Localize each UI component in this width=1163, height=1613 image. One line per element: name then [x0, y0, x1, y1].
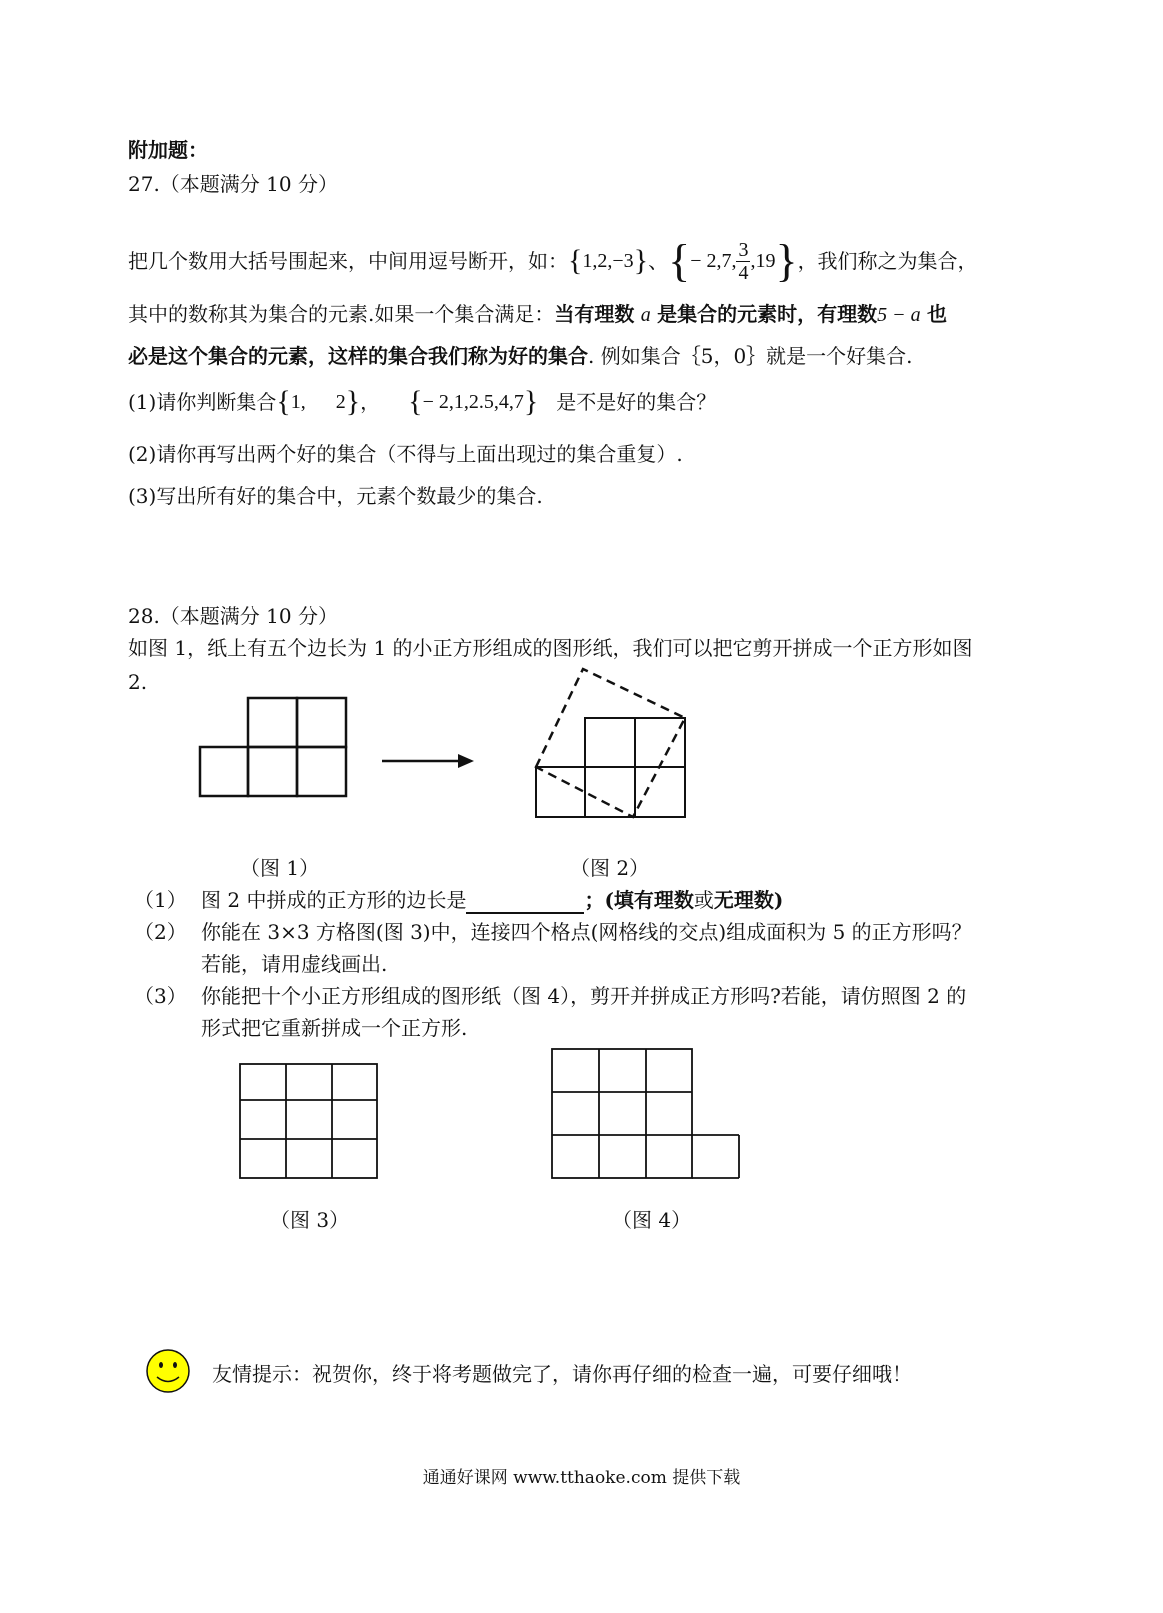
var-a: a	[640, 304, 651, 326]
q27-line2-bold-c: 也	[926, 302, 947, 326]
item2-number: （2）	[134, 920, 187, 944]
q27-part3: (3)写出所有好的集合中，元素个数最少的集合.	[128, 484, 543, 508]
p1-set-b-elements: − 2,1,2.5,4,7	[422, 391, 524, 413]
q28-title: 28.（本题满分 10 分）	[128, 604, 338, 628]
q27-line2-bold-b: 是集合的元素时，有理数	[657, 302, 878, 326]
item1-or: 或	[693, 888, 714, 912]
q27-line2-bold-a: 当有理数	[554, 302, 635, 326]
q27-line3-bold: 必是这个集合的元素，这样的集合我们称为好的集合	[128, 344, 588, 368]
section-header: 附加题：	[128, 138, 208, 162]
fig3-caption: （图 3）	[270, 1208, 350, 1232]
set2-open-brace: {	[668, 235, 691, 286]
set2-head: − 2,7,	[690, 250, 737, 272]
q27-line1-prefix: 把几个数用大括号围起来，中间用逗号断开，如：	[128, 249, 568, 273]
page-footer: 通通好课网 www.tthaoke.com 提供下载	[422, 1468, 741, 1488]
q27-line3-plain: . 例如集合｛5，0｝就是一个好集合.	[588, 344, 913, 368]
item1-close: )	[773, 888, 784, 912]
set1-open-brace: {	[568, 244, 583, 277]
q28-intro-line1: 如图 1，纸上有五个边长为 1 的小正方形组成的图形纸，我们可以把它剪开拼成一个正方形如图	[128, 636, 973, 660]
p1-set-a-open: {	[276, 385, 291, 418]
p1-set-a-close: }	[345, 385, 361, 418]
q27-part1-prefix: (1)请你判断集合	[128, 390, 277, 414]
fig2-caption: （图 2）	[570, 856, 650, 880]
item1-number: （1）	[134, 888, 187, 912]
p1-set-b-close: }	[523, 385, 539, 418]
item1-bold-irrational: 无理数	[713, 888, 774, 912]
friendly-tip: 友情提示：祝贺你，终于将考题做完了，请你再仔细的检查一遍，可要仔细哦！	[212, 1362, 912, 1386]
fraction-denominator: 4	[738, 261, 749, 284]
item1-bold-rational: 有理数	[633, 888, 694, 912]
q27-line2-plain: 其中的数称其为集合的元素.如果一个集合满足：	[128, 302, 555, 326]
item2-line2: 若能，请用虚线画出.	[201, 952, 388, 976]
fig1-caption: （图 1）	[240, 856, 320, 880]
item3-number: （3）	[134, 984, 187, 1008]
set2-tail: ,19	[750, 250, 776, 272]
q27-part2: (2)请你再写出两个好的集合（不得与上面出现过的集合重复）.	[128, 442, 683, 466]
expr-5-minus-a: 5 − a	[877, 304, 921, 326]
item1-tail: ；(填	[584, 888, 634, 912]
p1-comma: ，	[360, 390, 381, 414]
q27-line1-suffix: ，我们称之为集合，	[797, 249, 978, 273]
q27-title: 27.（本题满分 10 分）	[128, 172, 338, 196]
item1-prompt: 图 2 中拼成的正方形的边长是	[201, 888, 467, 912]
fig4-caption: （图 4）	[612, 1208, 692, 1232]
item3-line2: 形式把它重新拼成一个正方形.	[201, 1016, 468, 1040]
set2-close-brace: }	[775, 235, 798, 286]
set-separator: 、	[648, 249, 669, 273]
q27-part1-suffix: 是不是好的集合？	[556, 390, 717, 414]
p1-set-b-open: {	[408, 385, 423, 418]
set1-elements: 1,2,−3	[582, 250, 634, 272]
item2-line1: 你能在 3×3 方格图(图 3)中，连接四个格点(网格线的交点)组成面积为 5 的正方形吗？	[201, 920, 972, 944]
p1-set-a-elements: 1, 2	[290, 391, 346, 413]
fraction-numerator: 3	[738, 238, 749, 261]
q28-intro-line2: 2.	[128, 670, 148, 694]
item3-line1: 你能把十个小正方形组成的图形纸（图 4），剪开并拼成正方形吗?若能，请仿照图 2 的	[201, 984, 967, 1008]
set1-close-brace: }	[633, 244, 649, 277]
